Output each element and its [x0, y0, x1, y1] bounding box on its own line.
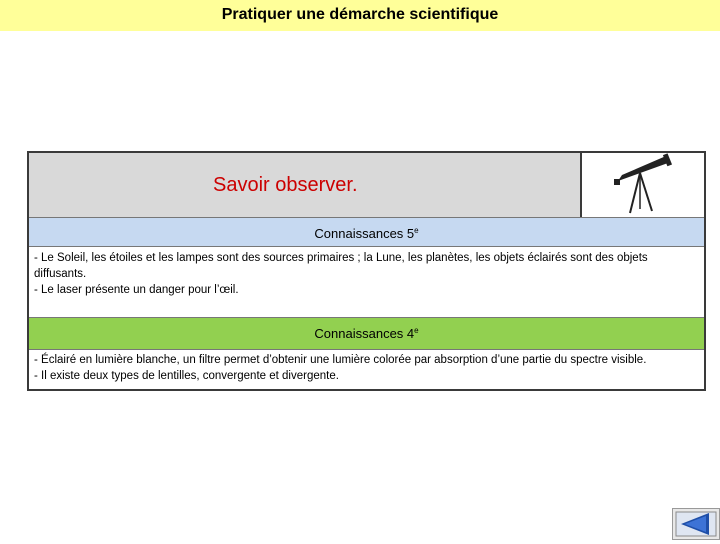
- section-4-sup: e: [414, 326, 419, 335]
- section-4-label: Connaissances 4: [314, 326, 415, 341]
- card-heading: Savoir observer.: [213, 174, 358, 196]
- section-5-line: - Le Soleil, les étoiles et les lampes sont des sources primaires ; la Lune, les planètes, les objets éclairés sont des objets: [34, 252, 648, 264]
- section-4-line: - Il existe deux types de lentilles, convergente et divergente.: [34, 370, 339, 382]
- section-5-header: [29, 217, 704, 247]
- back-arrow-icon: [673, 509, 719, 539]
- section-4-header: [29, 317, 704, 350]
- title-bar: [0, 0, 720, 31]
- page-title: Pratiquer une démarche scientifique: [221, 6, 499, 23]
- card-heading-cell: [29, 153, 582, 217]
- competence-card: [27, 151, 706, 391]
- telescope-icon: [582, 153, 704, 217]
- back-button[interactable]: [672, 508, 720, 540]
- section-5-label: Connaissances 5: [314, 226, 415, 241]
- card-header: [29, 153, 704, 217]
- section-5-body: [34, 250, 694, 298]
- section-5-sup: e: [414, 226, 419, 235]
- section-5-line: diffusants.: [34, 268, 87, 280]
- section-4-body: [34, 352, 694, 384]
- section-5-line: - Le laser présente un danger pour l’œil.: [34, 284, 239, 296]
- section-4-line: - Éclairé en lumière blanche, un filtre permet d’obtenir une lumière colorée par absorption d’une partie du spectre visible.: [34, 354, 647, 366]
